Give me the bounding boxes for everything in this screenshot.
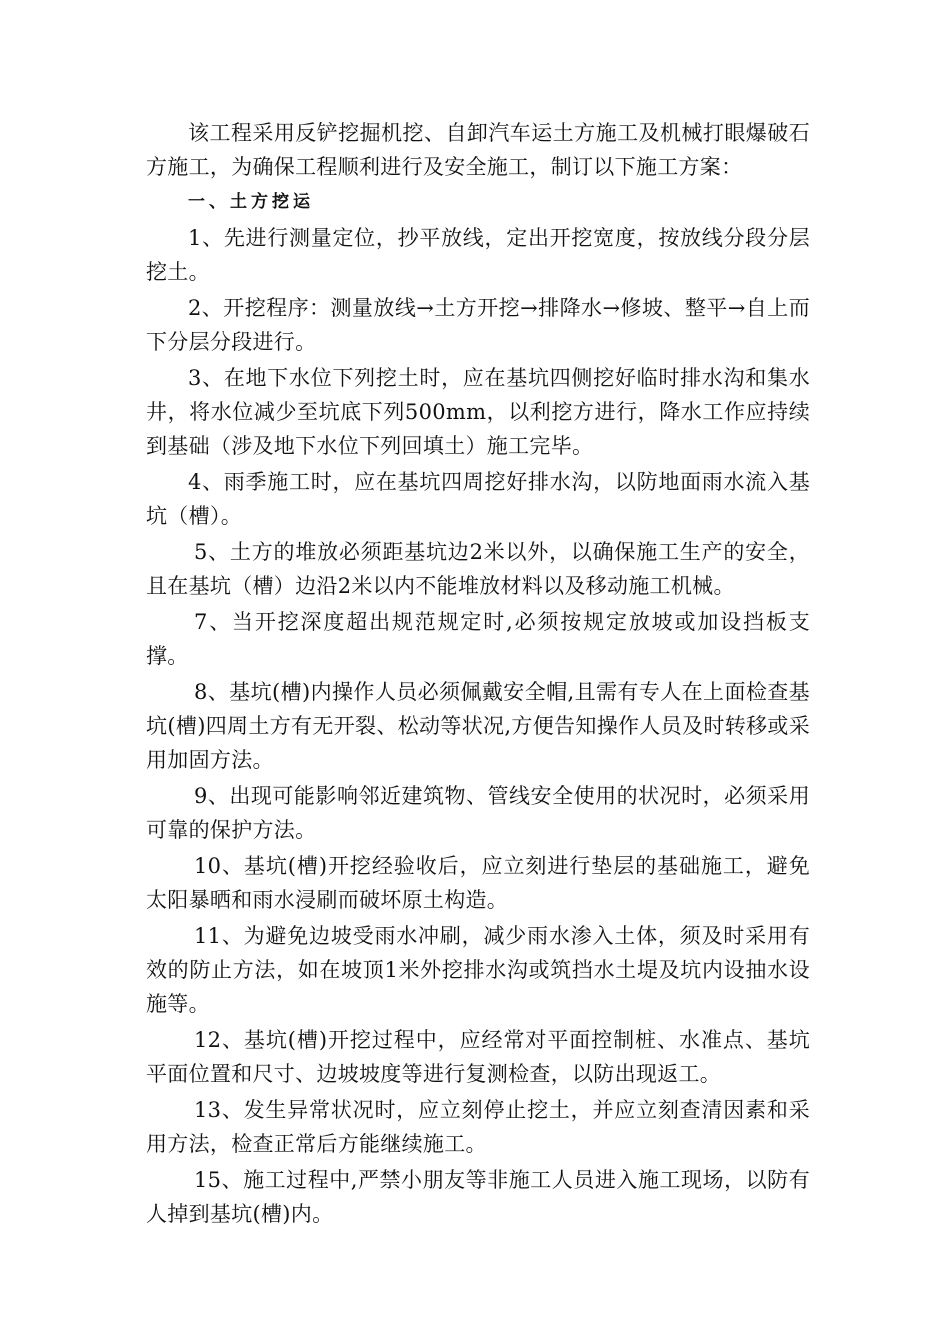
list-item: 9、出现可能影响邻近建筑物、管线安全使用的状况时，必须采用可靠的保护方法。 [146, 784, 810, 842]
list-item: 10、基坑(槽)开挖经验收后，应立刻进行垫层的基础施工，避免太阳暴晒和雨水浸刷而破坏原土构造。 [146, 854, 810, 912]
section-heading: 一、土方挖运 [188, 192, 314, 212]
list-item: 3、在地下水位下列挖土时，应在基坑四侧挖好临时排水沟和集水井，将水位减少至坑底下列500mm，以利挖方进行，降水工作应持续到基础（涉及地下水位下列回填土）施工完毕。 [146, 366, 810, 458]
list-item: 13、发生异常状况时，应立刻停止挖土，并应立刻查清因素和采用方法，检查正常后方能继续施工。 [146, 1098, 810, 1156]
intro-paragraph: 该工程采用反铲挖掘机挖、自卸汽车运土方施工及机械打眼爆破石方施工，为确保工程顺利进行及安全施工，制订以下施工方案： [146, 121, 810, 179]
list-item: 7、当开挖深度超出规范规定时,必须按规定放坡或加设挡板支撑。 [146, 610, 810, 668]
list-item: 2、开挖程序：测量放线→土方开挖→排降水→修坡、整平→自上而下分层分段进行。 [146, 296, 810, 354]
list-item: 4、雨季施工时，应在基坑四周挖好排水沟，以防地面雨水流入基坑（槽）。 [146, 470, 810, 528]
list-item: 12、基坑(槽)开挖过程中，应经常对平面控制桩、水准点、基坑平面位置和尺寸、边坡坡度等进行复测检查，以防出现返工。 [146, 1028, 810, 1086]
list-item: 15、施工过程中,严禁小朋友等非施工人员进入施工现场，以防有人掉到基坑(槽)内。 [146, 1168, 810, 1226]
list-item: 11、为避免边坡受雨水冲刷，减少雨水渗入土体，须及时采用有效的防止方法，如在坡顶1米外挖排水沟或筑挡水土堤及坑内设抽水设施等。 [146, 924, 810, 1016]
list-item: 5、土方的堆放必须距基坑边2米以外，以确保施工生产的安全，且在基坑（槽）边沿2米以内不能堆放材料以及移动施工机械。 [146, 540, 810, 598]
document-page [146, 116, 810, 1233]
list-item: 1、先进行测量定位，抄平放线，定出开挖宽度，按放线分段分层挖土。 [146, 226, 810, 284]
list-item: 8、基坑(槽)内操作人员必须佩戴安全帽,且需有专人在上面检查基坑(槽)四周土方有无开裂、松动等状况,方便告知操作人员及时转移或采用加固方法。 [146, 680, 810, 772]
